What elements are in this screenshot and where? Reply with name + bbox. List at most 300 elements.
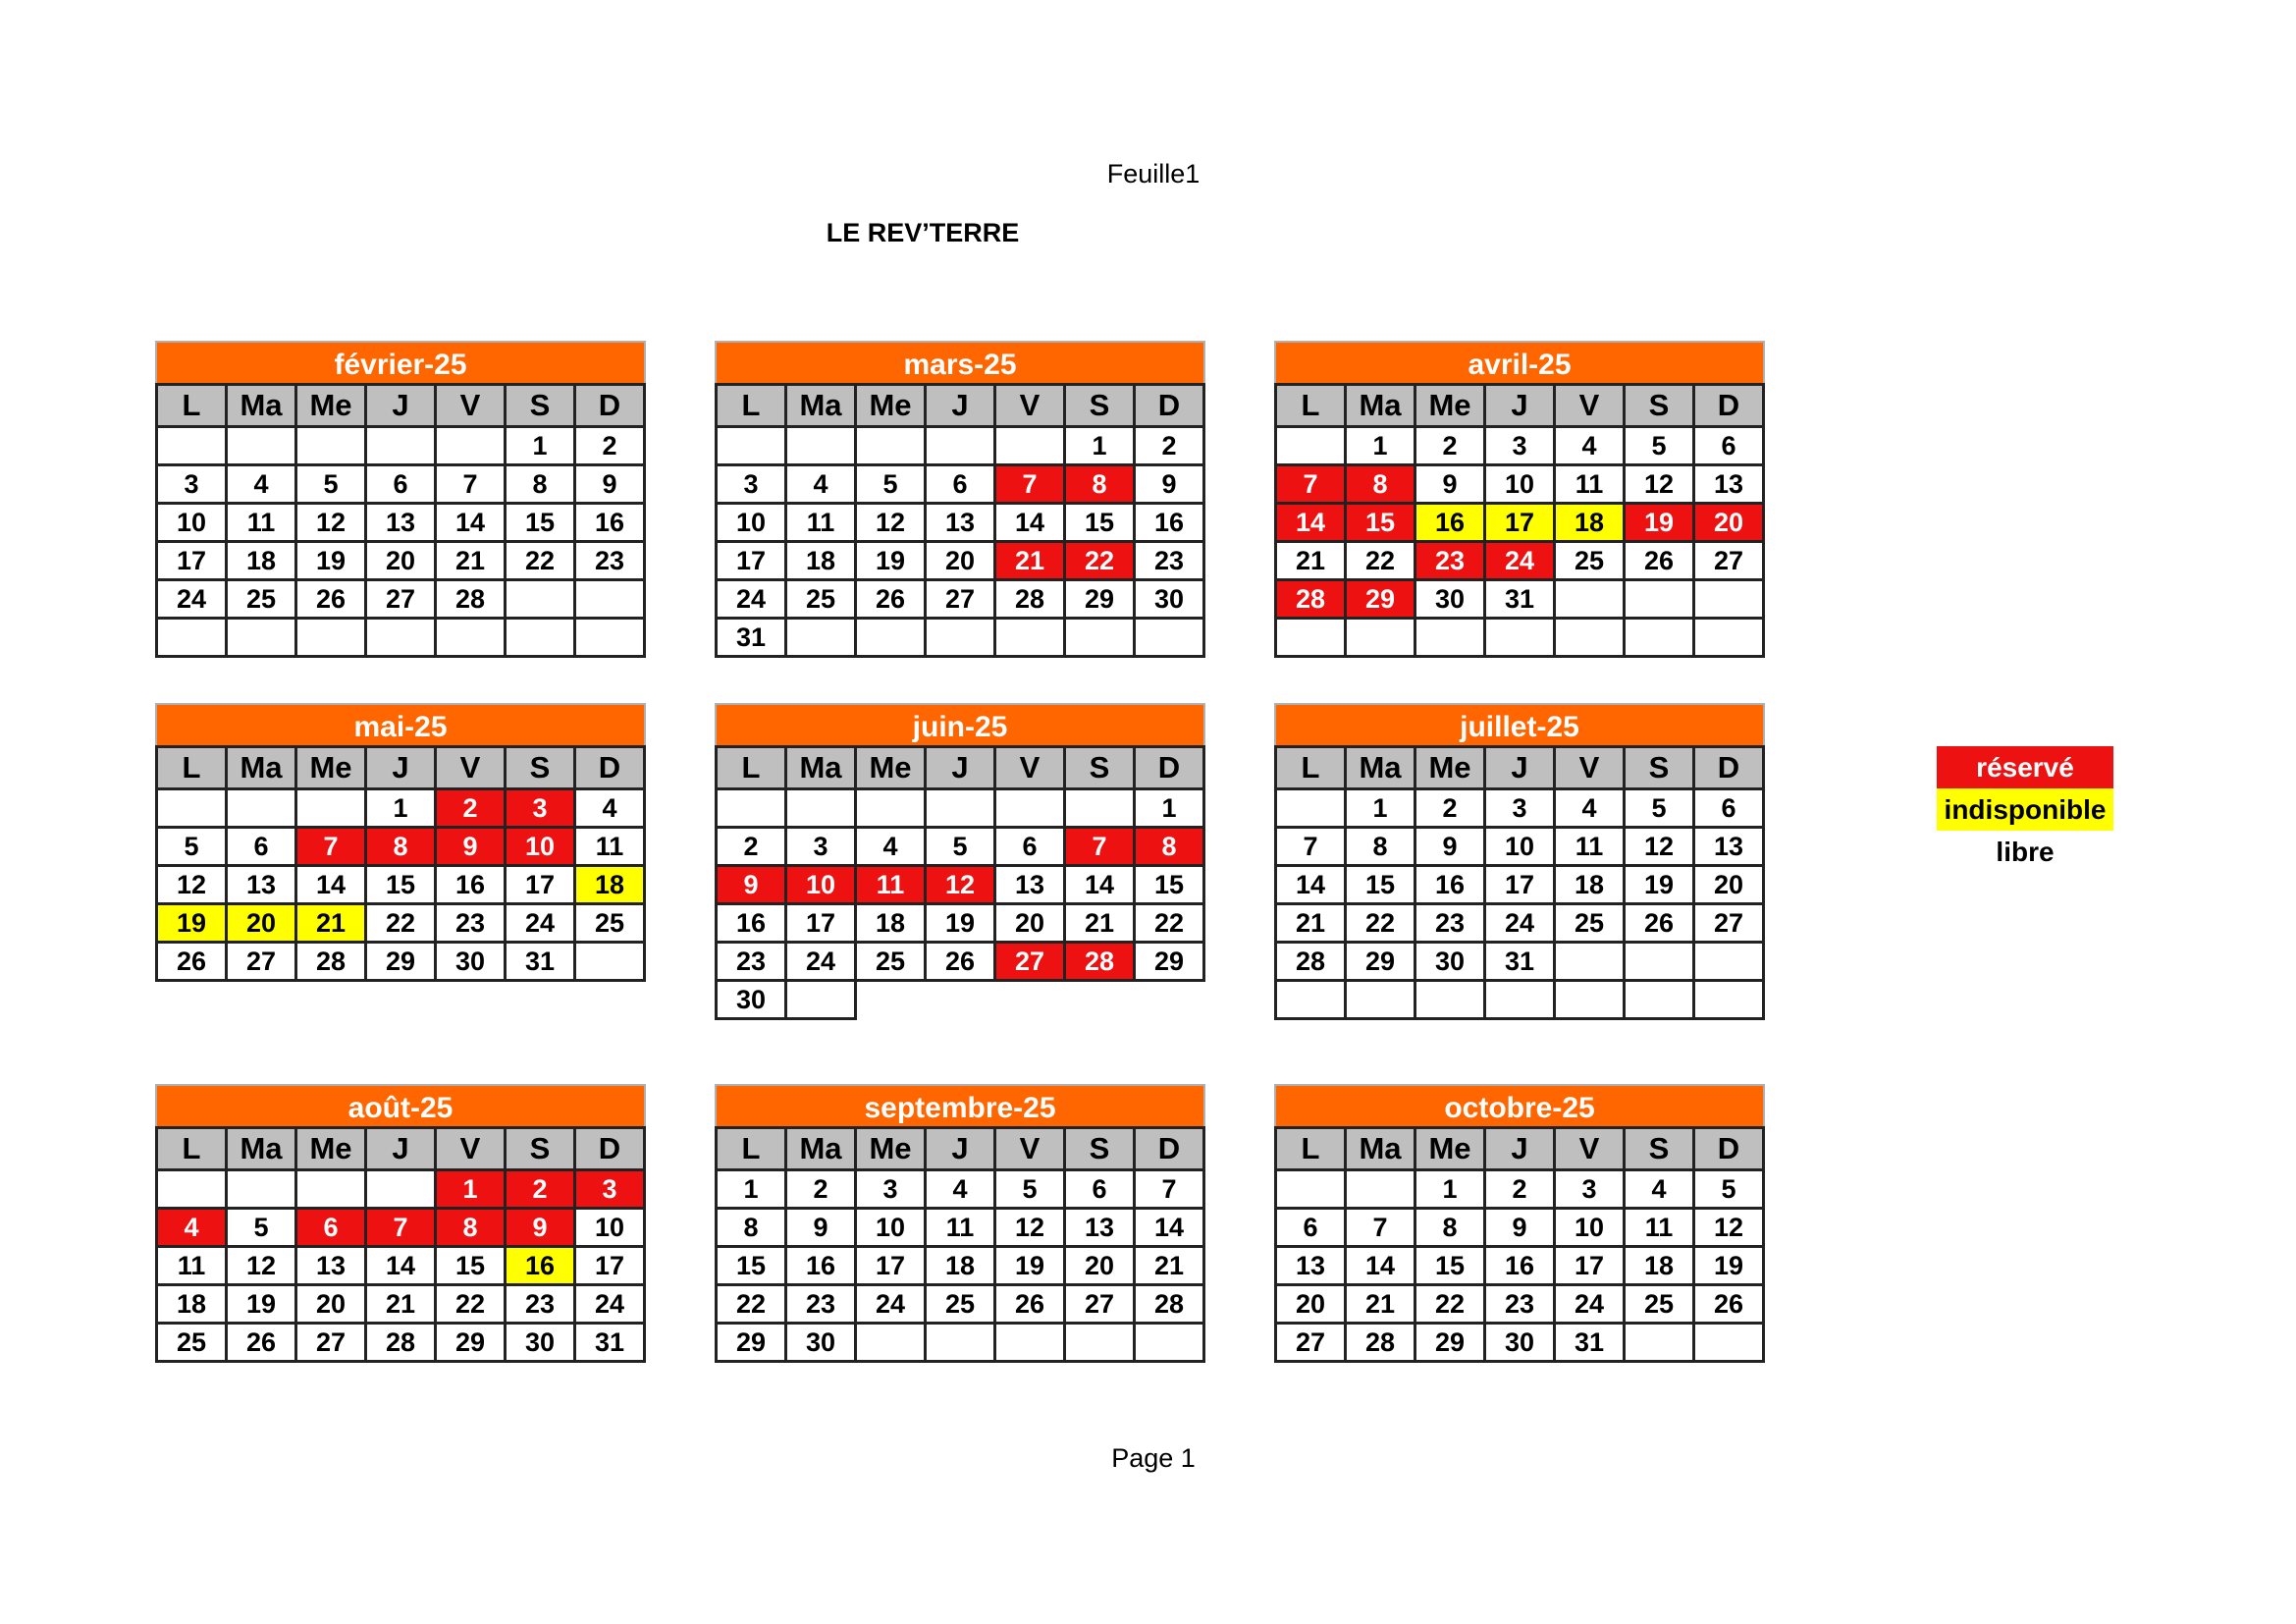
day-cell: 10 (856, 1209, 926, 1247)
day-cell: 18 (227, 542, 296, 580)
month-table (155, 383, 646, 658)
day-cell: 9 (1135, 465, 1204, 504)
day-cell: 19 (995, 1247, 1065, 1285)
weekday-header: Ma (786, 385, 856, 427)
day-cell (296, 427, 366, 465)
weekday-header: S (1625, 1128, 1694, 1170)
month-title: février-25 (155, 341, 646, 383)
week-row (717, 1285, 1204, 1324)
day-cell: 27 (1276, 1324, 1346, 1362)
week-row (1276, 981, 1764, 1019)
day-cell: 17 (786, 904, 856, 943)
day-cell: 1 (1135, 789, 1204, 828)
weekday-header: D (575, 747, 645, 789)
day-cell (436, 619, 506, 657)
day-cell: 27 (1694, 542, 1764, 580)
day-cell (1694, 1324, 1764, 1362)
day-cell: 27 (1694, 904, 1764, 943)
weekday-header: D (1135, 747, 1204, 789)
day-cell: 24 (786, 943, 856, 981)
day-cell: 11 (1555, 465, 1625, 504)
day-cell: 1 (366, 789, 436, 828)
day-cell (296, 619, 366, 657)
day-cell: 13 (995, 866, 1065, 904)
day-cell: 20 (1065, 1247, 1135, 1285)
day-cell: 2 (1135, 427, 1204, 465)
day-cell: 7 (1346, 1209, 1415, 1247)
month-table (155, 745, 646, 982)
weekday-header: V (436, 747, 506, 789)
week-row (717, 904, 1204, 943)
day-cell: 17 (575, 1247, 645, 1285)
day-cell: 20 (1694, 504, 1764, 542)
weekday-header: Ma (227, 747, 296, 789)
weekday-header: L (157, 1128, 227, 1170)
month-title: mai-25 (155, 703, 646, 745)
week-row (1276, 943, 1764, 981)
week-row (157, 1247, 645, 1285)
day-cell: 10 (506, 828, 575, 866)
day-cell: 25 (1555, 904, 1625, 943)
day-cell: 23 (1415, 542, 1485, 580)
day-cell (1276, 981, 1346, 1019)
weekday-header-row (717, 385, 1204, 427)
day-cell: 11 (926, 1209, 995, 1247)
day-cell: 15 (1346, 866, 1415, 904)
day-cell: 13 (366, 504, 436, 542)
week-row (717, 427, 1204, 465)
day-cell: 15 (1346, 504, 1415, 542)
day-cell: 9 (717, 866, 786, 904)
day-cell: 13 (1694, 828, 1764, 866)
weekday-header: L (157, 747, 227, 789)
day-cell: 22 (1065, 542, 1135, 580)
day-cell (1694, 943, 1764, 981)
day-cell: 31 (506, 943, 575, 981)
day-cell (926, 427, 995, 465)
day-cell: 2 (1415, 427, 1485, 465)
day-cell: 26 (1694, 1285, 1764, 1324)
week-row (1276, 789, 1764, 828)
day-cell: 10 (157, 504, 227, 542)
day-cell: 17 (157, 542, 227, 580)
week-row (717, 981, 1204, 1019)
weekday-header: D (1135, 1128, 1204, 1170)
day-cell: 7 (1276, 828, 1346, 866)
day-cell: 7 (366, 1209, 436, 1247)
weekday-header: D (1694, 747, 1764, 789)
weekday-header-row (1276, 747, 1764, 789)
document-title: LE REV’TERRE (826, 218, 1020, 247)
day-cell: 7 (1065, 828, 1135, 866)
day-cell (1625, 1324, 1694, 1362)
day-cell: 9 (1415, 465, 1485, 504)
day-cell: 5 (227, 1209, 296, 1247)
day-cell: 5 (1625, 789, 1694, 828)
legend (1937, 746, 2113, 873)
day-cell: 4 (1625, 1170, 1694, 1209)
day-cell: 28 (995, 580, 1065, 619)
day-cell: 26 (995, 1285, 1065, 1324)
day-cell: 19 (1625, 504, 1694, 542)
weekday-header-row (1276, 1128, 1764, 1170)
day-cell: 24 (575, 1285, 645, 1324)
month-title: août-25 (155, 1084, 646, 1126)
day-cell (1346, 1170, 1415, 1209)
weekday-header: S (1065, 385, 1135, 427)
week-row (157, 1209, 645, 1247)
month-table (715, 745, 1205, 1020)
day-cell: 25 (1625, 1285, 1694, 1324)
day-cell: 20 (227, 904, 296, 943)
day-cell: 13 (1276, 1247, 1346, 1285)
day-cell: 8 (1346, 465, 1415, 504)
day-cell (1346, 981, 1415, 1019)
day-cell: 23 (786, 1285, 856, 1324)
day-cell: 4 (575, 789, 645, 828)
day-cell: 3 (157, 465, 227, 504)
week-row (717, 1209, 1204, 1247)
week-row (717, 866, 1204, 904)
weekday-header: D (575, 385, 645, 427)
weekday-header: L (717, 747, 786, 789)
day-cell (1555, 981, 1625, 1019)
day-cell: 6 (1694, 789, 1764, 828)
day-cell (926, 1324, 995, 1362)
day-cell: 16 (575, 504, 645, 542)
month-table (1274, 383, 1765, 658)
month-table (715, 1126, 1205, 1363)
month-title: mars-25 (715, 341, 1205, 383)
day-cell: 27 (1065, 1285, 1135, 1324)
day-cell (506, 619, 575, 657)
day-cell (506, 580, 575, 619)
day-cell: 23 (1485, 1285, 1555, 1324)
day-cell: 18 (157, 1285, 227, 1324)
day-cell: 18 (926, 1247, 995, 1285)
day-cell: 15 (1415, 1247, 1485, 1285)
day-cell: 25 (575, 904, 645, 943)
legend-libre: libre (1937, 831, 2113, 873)
day-cell: 16 (1415, 504, 1485, 542)
day-cell: 8 (1346, 828, 1415, 866)
day-cell: 10 (786, 866, 856, 904)
day-cell: 12 (926, 866, 995, 904)
day-cell: 2 (1485, 1170, 1555, 1209)
week-row (717, 1247, 1204, 1285)
day-cell: 3 (506, 789, 575, 828)
day-cell: 31 (1485, 943, 1555, 981)
day-cell (786, 427, 856, 465)
day-cell: 18 (786, 542, 856, 580)
weekday-header: J (1485, 747, 1555, 789)
day-cell (1625, 943, 1694, 981)
weekday-header: V (436, 1128, 506, 1170)
day-cell: 6 (1694, 427, 1764, 465)
day-cell: 17 (1485, 866, 1555, 904)
day-cell: 22 (506, 542, 575, 580)
day-cell: 30 (1415, 580, 1485, 619)
day-cell: 11 (856, 866, 926, 904)
day-cell: 22 (366, 904, 436, 943)
month-calendar (1274, 703, 1765, 1020)
day-cell: 22 (1346, 904, 1415, 943)
weekday-header: J (1485, 385, 1555, 427)
day-cell: 8 (1415, 1209, 1485, 1247)
day-cell: 14 (1276, 504, 1346, 542)
day-cell: 4 (926, 1170, 995, 1209)
day-cell: 3 (786, 828, 856, 866)
day-cell: 9 (575, 465, 645, 504)
month-calendar (715, 703, 1205, 1020)
day-cell: 2 (717, 828, 786, 866)
day-cell (227, 619, 296, 657)
weekday-header: L (157, 385, 227, 427)
day-cell: 24 (506, 904, 575, 943)
day-cell: 14 (296, 866, 366, 904)
day-cell (366, 1170, 436, 1209)
week-row (157, 943, 645, 981)
day-cell: 27 (995, 943, 1065, 981)
week-row (717, 1170, 1204, 1209)
week-row (717, 504, 1204, 542)
day-cell: 25 (227, 580, 296, 619)
weekday-header: Me (856, 385, 926, 427)
day-cell: 19 (227, 1285, 296, 1324)
day-cell: 2 (575, 427, 645, 465)
day-cell (296, 1170, 366, 1209)
day-cell (1694, 580, 1764, 619)
day-cell (786, 789, 856, 828)
day-cell (436, 427, 506, 465)
month-title: juillet-25 (1274, 703, 1765, 745)
day-cell: 9 (506, 1209, 575, 1247)
day-cell (1276, 427, 1346, 465)
weekday-header: J (926, 1128, 995, 1170)
month-title: juin-25 (715, 703, 1205, 745)
day-cell: 1 (506, 427, 575, 465)
day-cell: 6 (995, 828, 1065, 866)
day-cell: 22 (1135, 904, 1204, 943)
day-cell: 21 (1346, 1285, 1415, 1324)
day-cell: 14 (1135, 1209, 1204, 1247)
month-calendar (155, 341, 646, 658)
day-cell: 5 (1694, 1170, 1764, 1209)
weekday-header: J (366, 1128, 436, 1170)
day-cell: 23 (1135, 542, 1204, 580)
weekday-header: Ma (786, 1128, 856, 1170)
week-row (1276, 1170, 1764, 1209)
day-cell: 30 (1415, 943, 1485, 981)
day-cell (717, 789, 786, 828)
week-row (717, 542, 1204, 580)
day-cell: 6 (1065, 1170, 1135, 1209)
week-row (157, 1285, 645, 1324)
day-cell: 7 (995, 465, 1065, 504)
day-cell: 8 (366, 828, 436, 866)
day-cell: 17 (1485, 504, 1555, 542)
day-cell (926, 619, 995, 657)
day-cell: 16 (1135, 504, 1204, 542)
day-cell (157, 789, 227, 828)
day-cell: 29 (436, 1324, 506, 1362)
day-cell: 25 (157, 1324, 227, 1362)
week-row (157, 789, 645, 828)
day-cell: 7 (296, 828, 366, 866)
day-cell: 2 (786, 1170, 856, 1209)
day-cell: 30 (436, 943, 506, 981)
week-row (1276, 1209, 1764, 1247)
week-row (1276, 580, 1764, 619)
day-cell: 19 (926, 904, 995, 943)
weekday-header: D (1135, 385, 1204, 427)
day-cell: 10 (717, 504, 786, 542)
day-cell: 5 (1625, 427, 1694, 465)
day-cell: 5 (856, 465, 926, 504)
weekday-header-row (717, 747, 1204, 789)
day-cell: 10 (1485, 828, 1555, 866)
month-title: septembre-25 (715, 1084, 1205, 1126)
day-cell: 3 (856, 1170, 926, 1209)
weekday-header: D (1694, 385, 1764, 427)
day-cell (227, 427, 296, 465)
day-cell: 9 (786, 1209, 856, 1247)
day-cell: 18 (856, 904, 926, 943)
month-calendar (155, 1084, 646, 1363)
day-cell: 21 (296, 904, 366, 943)
day-cell: 19 (296, 542, 366, 580)
day-cell: 24 (157, 580, 227, 619)
week-row (157, 828, 645, 866)
weekday-header: Ma (1346, 1128, 1415, 1170)
day-cell: 6 (366, 465, 436, 504)
day-cell (366, 427, 436, 465)
month-calendar (1274, 341, 1765, 658)
week-row (717, 619, 1204, 657)
week-row (717, 828, 1204, 866)
day-cell: 15 (1065, 504, 1135, 542)
day-cell (1276, 619, 1346, 657)
day-cell: 27 (227, 943, 296, 981)
day-cell: 20 (366, 542, 436, 580)
day-cell: 7 (1276, 465, 1346, 504)
weekday-header-row (157, 747, 645, 789)
month-calendar (1274, 1084, 1765, 1363)
legend-reserve: réservé (1937, 746, 2113, 788)
day-cell: 5 (995, 1170, 1065, 1209)
day-cell: 12 (1694, 1209, 1764, 1247)
day-cell: 22 (1415, 1285, 1485, 1324)
day-cell: 12 (1625, 828, 1694, 866)
weekday-header: Me (296, 747, 366, 789)
day-cell (1065, 1324, 1135, 1362)
week-row (157, 1170, 645, 1209)
weekday-header: S (1065, 747, 1135, 789)
day-cell: 14 (366, 1247, 436, 1285)
weekday-header-row (717, 1128, 1204, 1170)
day-cell (1555, 580, 1625, 619)
week-row (1276, 1247, 1764, 1285)
month-table (1274, 745, 1765, 1020)
day-cell: 21 (1276, 542, 1346, 580)
day-cell: 8 (1135, 828, 1204, 866)
day-cell: 6 (227, 828, 296, 866)
day-cell: 27 (366, 580, 436, 619)
weekday-header: S (506, 1128, 575, 1170)
day-cell: 14 (436, 504, 506, 542)
day-cell: 26 (856, 580, 926, 619)
day-cell (1625, 619, 1694, 657)
week-row (717, 580, 1204, 619)
week-row (157, 542, 645, 580)
weekday-header: J (1485, 1128, 1555, 1170)
day-cell: 8 (506, 465, 575, 504)
day-cell (1694, 619, 1764, 657)
day-cell (995, 789, 1065, 828)
day-cell: 17 (506, 866, 575, 904)
weekday-header: Me (856, 1128, 926, 1170)
day-cell: 4 (157, 1209, 227, 1247)
legend-indisponible: indisponible (1937, 788, 2113, 831)
day-cell: 28 (366, 1324, 436, 1362)
day-cell: 23 (1415, 904, 1485, 943)
day-cell: 10 (1485, 465, 1555, 504)
day-cell (856, 789, 926, 828)
weekday-header: D (1694, 1128, 1764, 1170)
weekday-header: S (506, 747, 575, 789)
day-cell: 18 (1555, 866, 1625, 904)
day-cell: 9 (1485, 1209, 1555, 1247)
day-cell: 14 (1276, 866, 1346, 904)
day-cell (575, 580, 645, 619)
day-cell: 17 (1555, 1247, 1625, 1285)
day-cell: 1 (717, 1170, 786, 1209)
day-cell: 12 (995, 1209, 1065, 1247)
day-cell: 13 (1694, 465, 1764, 504)
day-cell (1346, 619, 1415, 657)
day-cell (786, 619, 856, 657)
weekday-header: J (926, 747, 995, 789)
weekday-header: V (995, 385, 1065, 427)
day-cell: 24 (717, 580, 786, 619)
weekday-header: Ma (227, 1128, 296, 1170)
weekday-header: Ma (1346, 747, 1415, 789)
day-cell (157, 427, 227, 465)
day-cell: 21 (1276, 904, 1346, 943)
weekday-header: D (575, 1128, 645, 1170)
week-row (157, 619, 645, 657)
day-cell: 13 (296, 1247, 366, 1285)
day-cell (1625, 981, 1694, 1019)
week-row (1276, 427, 1764, 465)
day-cell (926, 789, 995, 828)
day-cell: 12 (157, 866, 227, 904)
weekday-header: V (1555, 747, 1625, 789)
day-cell: 25 (856, 943, 926, 981)
page-number: Page 1 (1111, 1443, 1196, 1473)
day-cell: 4 (786, 465, 856, 504)
day-cell: 21 (436, 542, 506, 580)
week-row (157, 1324, 645, 1362)
day-cell: 11 (1625, 1209, 1694, 1247)
day-cell: 1 (436, 1170, 506, 1209)
day-cell: 22 (1346, 542, 1415, 580)
day-cell (227, 1170, 296, 1209)
day-cell: 28 (436, 580, 506, 619)
day-cell (1694, 981, 1764, 1019)
weekday-header: V (995, 1128, 1065, 1170)
day-cell: 30 (506, 1324, 575, 1362)
